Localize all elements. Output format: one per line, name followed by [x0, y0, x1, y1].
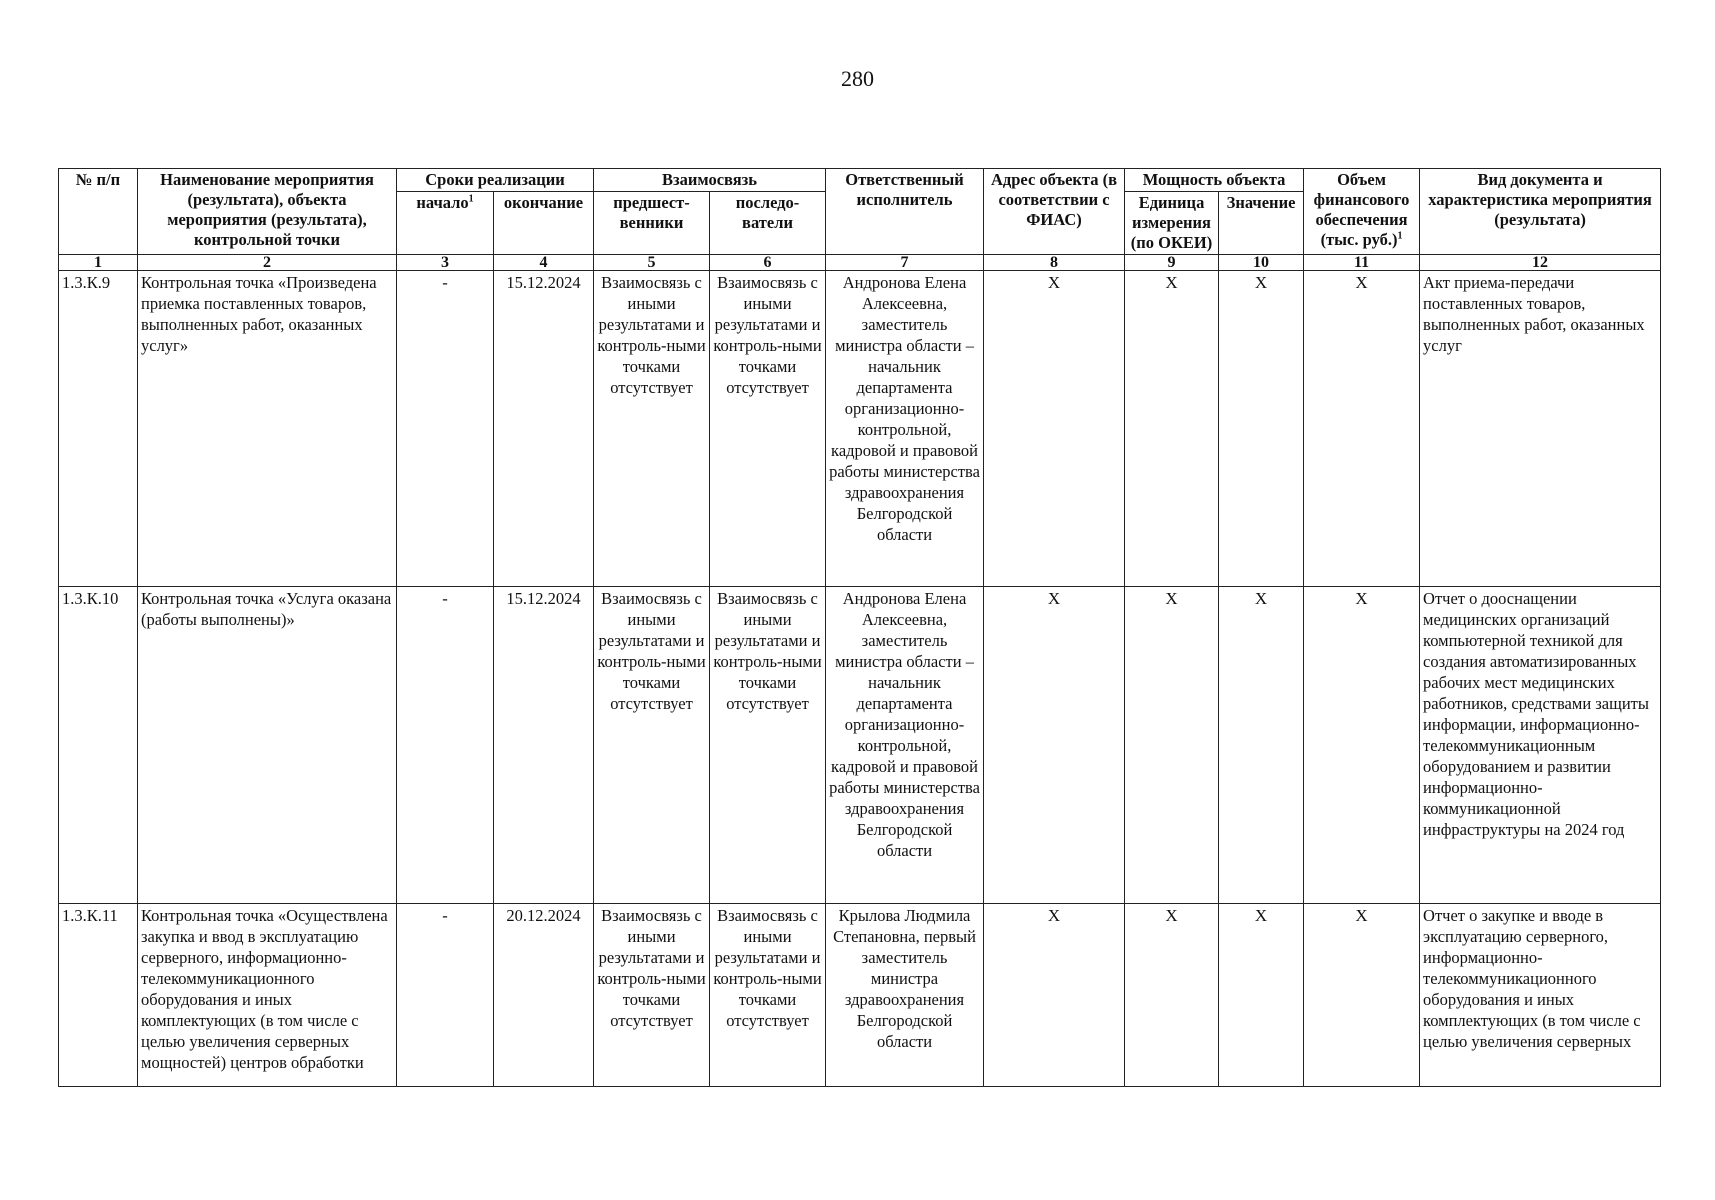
- row-start: -: [397, 587, 494, 904]
- column-number: 12: [1420, 255, 1661, 271]
- row-start: -: [397, 271, 494, 587]
- table-row: [59, 271, 1661, 587]
- row-num: 1.3.К.9: [59, 271, 138, 587]
- row-doc: Акт приема-передачи поставленных товаров, выполненных работ, оказанных услуг: [1420, 271, 1661, 587]
- header-address: Адрес объекта (в соответствии с ФИАС): [984, 169, 1125, 255]
- row-doc: Отчет о дооснащении медицинских организаций компьютерной техникой для создания автоматизированных рабочих мест медицинских работников, средствами защиты информации, информационно-телекоммуникационным оборудованием и развитии информационно-коммуникационной инфраструктуры на 2024 год: [1420, 587, 1661, 904]
- column-number: 1: [59, 255, 138, 271]
- header-successors: последо-ватели: [710, 192, 826, 255]
- header-relation: Взаимосвязь: [594, 169, 826, 192]
- row-end: 15.12.2024: [494, 587, 594, 904]
- header-name: Наименование мероприятия (результата), объекта мероприятия (результата), контрольной точки: [138, 169, 397, 255]
- header-start-text: начало: [416, 193, 469, 212]
- row-responsible: Андронова Елена Алексеевна, заместитель министра области – начальник департамента организационно-контрольной, кадровой и правовой работы министерства здравоохранения Белгородской области: [826, 587, 984, 904]
- header-start: [397, 192, 494, 255]
- row-unit: Х: [1125, 587, 1219, 904]
- row-doc: Отчет о закупке и вводе в эксплуатацию серверного, информационно-телекоммуникационного оборудования и иных комплектующих (в том числе с целью увеличения серверных: [1420, 904, 1661, 1087]
- header-terms: Сроки реализации: [397, 169, 594, 192]
- column-number: 8: [984, 255, 1125, 271]
- row-responsible: Андронова Елена Алексеевна, заместитель министра области – начальник департамента организационно-контрольной, кадровой и правовой работы министерства здравоохранения Белгородской области: [826, 271, 984, 587]
- row-unit: Х: [1125, 271, 1219, 587]
- page-number: 280: [841, 66, 874, 91]
- column-number: 5: [594, 255, 710, 271]
- column-number: 3: [397, 255, 494, 271]
- row-predecessors: Взаимосвязь с иными результатами и контроль-ными точками отсутствует: [594, 271, 710, 587]
- row-funding: Х: [1304, 587, 1420, 904]
- row-predecessors: Взаимосвязь с иными результатами и контроль-ными точками отсутствует: [594, 587, 710, 904]
- header-funding: [1304, 169, 1420, 255]
- row-successors: Взаимосвязь с иными результатами и контроль-ными точками отсутствует: [710, 587, 826, 904]
- row-value: Х: [1219, 271, 1304, 587]
- header-capacity: Мощность объекта: [1125, 169, 1304, 192]
- row-num: 1.3.К.10: [59, 587, 138, 904]
- header-predecessors: предшест-венники: [594, 192, 710, 255]
- row-unit: Х: [1125, 904, 1219, 1087]
- row-name: Контрольная точка «Услуга оказана (работы выполнены)»: [138, 587, 397, 904]
- column-number: 11: [1304, 255, 1420, 271]
- header-num: № п/п: [59, 169, 138, 255]
- column-number: 6: [710, 255, 826, 271]
- row-funding: Х: [1304, 271, 1420, 587]
- row-value: Х: [1219, 587, 1304, 904]
- row-end: 15.12.2024: [494, 271, 594, 587]
- control-points-table: [58, 168, 1661, 1087]
- table-row: [59, 904, 1661, 1087]
- row-funding: Х: [1304, 904, 1420, 1087]
- row-name: Контрольная точка «Произведена приемка поставленных товаров, выполненных работ, оказанных услуг»: [138, 271, 397, 587]
- header-funding-footnote: 1: [1397, 230, 1403, 242]
- row-end: 20.12.2024: [494, 904, 594, 1087]
- column-number: 2: [138, 255, 397, 271]
- row-predecessors: Взаимосвязь с иными результатами и контроль-ными точками отсутствует: [594, 904, 710, 1087]
- row-address: Х: [984, 904, 1125, 1087]
- row-successors: Взаимосвязь с иными результатами и контроль-ными точками отсутствует: [710, 904, 826, 1087]
- row-successors: Взаимосвязь с иными результатами и контроль-ными точками отсутствует: [710, 271, 826, 587]
- header-responsible: Ответственный исполнитель: [826, 169, 984, 255]
- row-responsible: Крылова Людмила Степановна, первый заместитель министра здравоохранения Белгородской области: [826, 904, 984, 1087]
- header-end: окончание: [494, 192, 594, 255]
- column-number: 9: [1125, 255, 1219, 271]
- header-unit: Единица измерения (по ОКЕИ): [1125, 192, 1219, 255]
- row-num: 1.3.К.11: [59, 904, 138, 1087]
- row-value: Х: [1219, 904, 1304, 1087]
- header-start-footnote: 1: [468, 193, 474, 205]
- row-address: Х: [984, 271, 1125, 587]
- row-name: Контрольная точка «Осуществлена закупка и ввод в эксплуатацию серверного, информационно-телекоммуникационного оборудования и иных комплектующих (в том числе с целью увеличения серверных мощностей) центров обработки: [138, 904, 397, 1087]
- header-value: Значение: [1219, 192, 1304, 255]
- row-address: Х: [984, 587, 1125, 904]
- header-doc-type: Вид документа и характеристика мероприятия (результата): [1420, 169, 1661, 255]
- column-number: 7: [826, 255, 984, 271]
- header-funding-text: Объем финансового обеспечения (тыс. руб.): [1313, 170, 1410, 249]
- table-row: [59, 587, 1661, 904]
- column-number: 4: [494, 255, 594, 271]
- column-number: 10: [1219, 255, 1304, 271]
- row-start: -: [397, 904, 494, 1087]
